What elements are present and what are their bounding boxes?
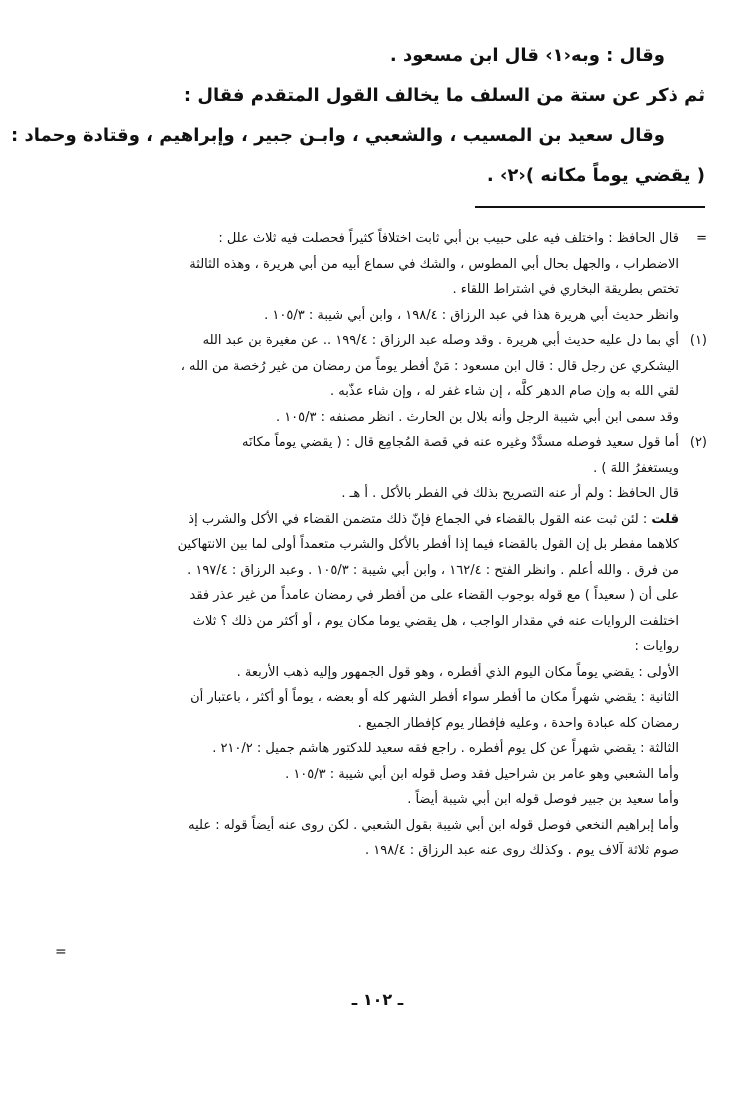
footnote-line: الثالثة : يقضي شهراً عن كل يوم أفطره . راجع فقه سعيد للدكتور هاشم جميل : ٢١٠/٢ . [212, 741, 679, 756]
footnote-line: قال الحافظ : ولم أر عنه التصريح بذلك في الفطر بالأكل . أ هـ . [341, 486, 679, 501]
footnote-text: قال الحافظ : واختلف فيه على حبيب بن أبي ثابت اختلافاً كثيراً فحصلت فيه ثلاث علل : [218, 231, 679, 246]
qultu-label: قلت [651, 511, 679, 527]
footnote-line: وأما إبراهيم النخعي فوصل قوله ابن أبي شيبة بقول الشعبي . لكن روى عنه أيضاً قوله : عليه [188, 817, 679, 833]
footnote-2-marker: (٢) [689, 435, 707, 450]
main-text [11, 36, 705, 196]
footnote-line: وأما سعيد بن جبير فوصل قوله ابن أبي شيبة أيضاً . [407, 792, 679, 807]
footnote-text: : لئن ثبت عنه القول بالقضاء في الجماع فإنّ ذلك متضمن القضاء في الأكل والشرب إذ [188, 511, 652, 527]
footnote-line: اليشكري عن رجل قال : قال ابن مسعود : مَنْ أفطر يوماً من رمضان من غير رُخصة من الله ، [180, 358, 679, 374]
footnote-line: لقي الله به وإن صام الدهر كلَّه ، إن شاء غفر له ، وإن شاء عذّبه . [330, 384, 679, 399]
footnote-line: ويستغفرُ اللهَ ) . [593, 460, 679, 476]
continuation-marker: = [696, 231, 707, 246]
footnote-line: وانظر حديث أبي هريرة هذا في عبد الرزاق : ١٩٨/٤ ، وابن أبي شيبة : ١٠٥/٣ . [264, 307, 679, 323]
footnote-text: أما قول سعيد فوصله مسدَّدٌ وغيره عنه في قصة المُجامِع قال : ( يقضي يوماً مكانَه [241, 435, 679, 450]
page-number: ـ ١٠٢ ـ [351, 990, 404, 1009]
footnote-line: روايات : [634, 639, 679, 654]
footnote-continuation-line [40, 226, 707, 252]
footnote-line [40, 507, 707, 533]
main-line-4: ( يقضي يوماً مكانه )‹٢› . [486, 165, 705, 186]
main-line-2: ثم ذكر عن ستة من السلف ما يخالف القول المتقدم فقال : [183, 85, 705, 106]
continuation-mark: = [55, 944, 67, 960]
footnote-line: صوم ثلاثة آلاف يوم . وكذلك روى عنه عبد الرزاق : ١٩٨/٤ . [364, 843, 679, 858]
footnote-1-marker: (١) [689, 333, 707, 348]
footnote-line: اختلفت الروايات عنه في مقدار الواجب ، هل يقضي يوما مكان يوم ، أو أكثر من ذلك ؟ ثلاث [192, 613, 679, 629]
footnote-line: الاضطراب ، والجهل بحال أبي المطوس ، والشك في سماع أبيه من أبي هريرة ، وهذه الثالثة [189, 256, 679, 272]
footnote-separator [475, 206, 705, 208]
footnote-1-line [40, 328, 707, 354]
footnotes [40, 226, 707, 864]
main-line-3: وقال سعيد بن المسيب ، والشعبي ، وابـن جبير ، وإبراهيم ، وقتادة وحماد : [11, 125, 665, 146]
footnote-2-line [40, 430, 707, 456]
footnote-line: الأولى : يقضي يوماً مكان اليوم الذي أفطره ، وهو قول الجمهور وإليه ذهب الأربعة . [236, 664, 679, 680]
footnote-line: على أن ( سعيداً ) مع قوله بوجوب القضاء على من أفطر في رمضان عامداً من غير عذر فقد [189, 588, 679, 603]
footnote-line: من فرق . والله أعلم . وانظر الفتح : ١٦٢/٤ ، وابن أبي شيبة : ١٠٥/٣ . وعبد الرزاق : ١٩٧/٤ . [187, 562, 679, 578]
footnote-line: كلاهما مفطر بل إن القول بالقضاء فيما إذا أفطر بالأكل والشرب متعمداً أولى لما بين الانتهاكين [177, 537, 679, 552]
main-line-1: وقال : وبه‹١› قال ابن مسعود . [389, 45, 665, 66]
footnote-line: الثانية : يقضي شهراً مكان ما أفطر سواء أفطر الشهر كله أو بعضه ، يوماً أو أكثر ، باعتبار أن [190, 690, 679, 705]
footnote-line: وأما الشعبي وهو عامر بن شراحيل فقد وصل قوله ابن أبي شيبة : ١٠٥/٣ . [285, 766, 679, 782]
footnote-line: رمضان كله عبادة واحدة ، وعليه فإفطار يوم كإفطار الجميع . [357, 715, 679, 731]
footnote-line: تختص بطريقة البخاري في اشتراط اللقاء . [452, 282, 679, 297]
footnote-text: أي بما دل عليه حديث أبي هريرة . وقد وصله عبد الرزاق : ١٩٩/٤ .. عن مغيرة بن عبد الله [202, 333, 679, 348]
footnote-line: وقد سمى ابن أبي شيبة الرجل وأنه بلال بن الحارث . انظر مصنفه : ١٠٥/٣ . [275, 409, 679, 425]
